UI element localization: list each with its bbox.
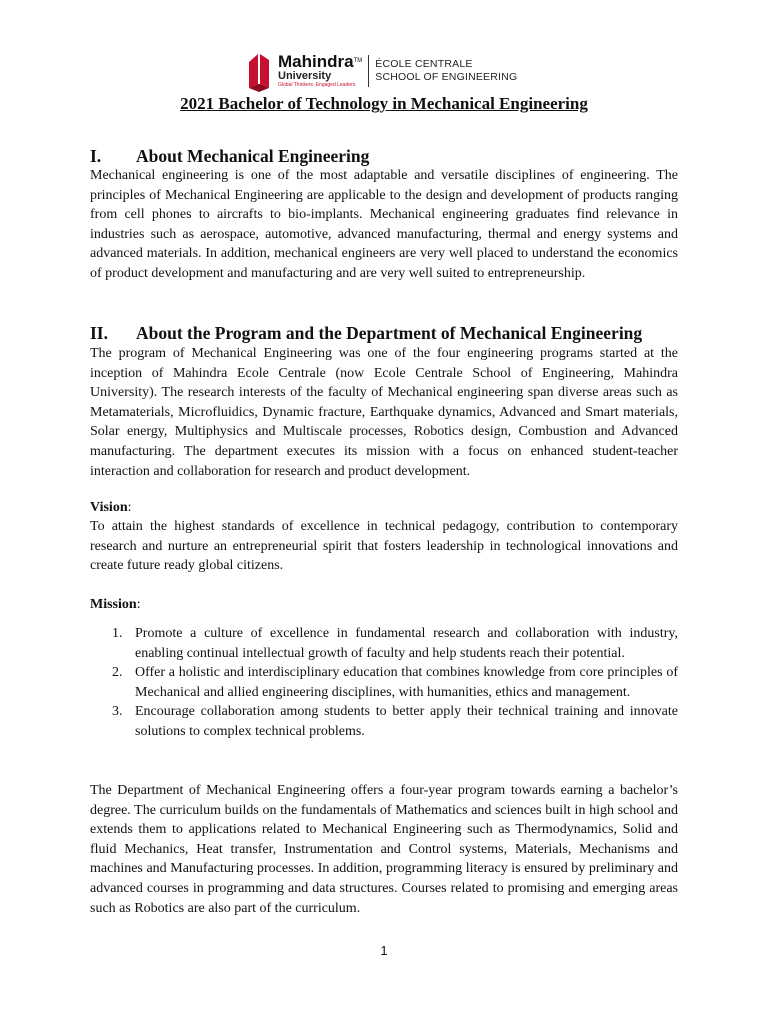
logo-trademark: TM <box>353 58 363 64</box>
page-number: 1 <box>380 943 388 958</box>
section1-body: Mechanical engineering is one of the most adaptable and versatile disciplines of engineering. The principles of Mechanical Engineering are applicable to the design and development of products ranging from cell phones to aircrafts to bio-implants. Mechanical engineering graduates find relevance in industries such as aerospace, automotive, advanced manufacturing, thermal and energy systems and advanced materials. In addition, mechanical engineers are very well placed to understand the economics of product development and manufacturing and are very well suited to entrepreneurship. <box>90 168 678 281</box>
section2-title: About the Program and the Department of Mechanical Engineering <box>136 323 643 343</box>
section2-heading <box>90 322 642 344</box>
mission-item <box>90 624 678 663</box>
mission-item <box>90 663 678 702</box>
logo-name: Mahindra <box>278 52 354 71</box>
mission-item-number: 2. <box>112 665 123 681</box>
vision-label <box>90 498 132 518</box>
logo-wordmark <box>278 53 362 89</box>
vision-colon: : <box>127 500 132 515</box>
section1-number: I. <box>90 146 102 166</box>
mission-item-text: Encourage collaboration among students to better apply their technical training and innovate solutions to complex technical problems. <box>135 704 678 739</box>
logo-university: University <box>278 70 332 82</box>
document-title: 2021 Bachelor of Technology in Mechanical Engineering <box>180 94 588 113</box>
mission-label-text: Mission <box>90 597 137 612</box>
section1-title: About Mechanical Engineering <box>136 146 370 166</box>
mission-item-number: 1. <box>112 626 123 641</box>
mission-list <box>90 624 678 742</box>
university-logo <box>246 50 517 92</box>
closing-paragraph: The Department of Mechanical Engineering offers a four-year program towards earning a bachelor’s degree. The curriculum builds on the fundamentals of Mathematics and sciences built in high school and extends them to applications related to Mechanical Engineering such as Thermodynamics, Solid and fluid Mechanics, Heat transfer, Instrumentation and Control systems, Materials, Mechanisms and machines and Manufacturing processes. In addition, programming literacy is ensured by preliminary and advanced courses in programming and data structures. Courses related to promising and emerging areas such as Robotics are also part of the curriculum. <box>90 783 678 916</box>
mission-item <box>90 702 678 741</box>
logo-ecole-line1: ÉCOLE CENTRALE <box>375 58 473 70</box>
mission-item-text: Offer a holistic and interdisciplinary education that combines knowledge from core principles of Mechanical and allied engineering disciplines, with humanities, ethics and management. <box>135 665 678 700</box>
logo-divider <box>368 55 369 87</box>
section2-number: II. <box>90 323 108 343</box>
logo-ecole-line2: SCHOOL OF ENGINEERING <box>375 71 518 83</box>
mahindra-logo-mark <box>246 50 272 92</box>
logo-ecole-text <box>375 58 517 84</box>
mission-item-number: 3. <box>112 704 123 720</box>
mission-colon: : <box>136 597 141 612</box>
mission-label <box>90 595 141 615</box>
section2-body: The program of Mechanical Engineering was one of the four engineering programs started at the inception of Mahindra Ecole Centrale (now Ecole Centrale School of Engineering, Mahindra University). The research interests of the faculty of Mechanical engineering span diverse areas such as Metamaterials, Microfluidics, Dynamic fracture, Earthquake dynamics, Advanced and Smart materials, Solar energy, Multiphysics and Multiscale processes, Robotics design, Combustion and Advanced manufacturing. The department executes its mission with a focus on enhanced student-teacher interaction and collaboration for research and product development. <box>90 346 678 479</box>
logo-tagline: Global Thinkers. Engaged Leaders. <box>278 82 357 88</box>
vision-label-text: Vision <box>90 500 128 515</box>
section1-heading <box>90 145 369 167</box>
vision-body: To attain the highest standards of excellence in technical pedagogy, contribution to contemporary research and nurture an entrepreneurial spirit that fosters leadership in technological innovations and create future ready global citizens. <box>90 519 678 574</box>
mission-item-text: Promote a culture of excellence in fundamental research and collaboration with industry, enabling continual intellectual growth of faculty and help students reach their potential. <box>135 626 678 661</box>
